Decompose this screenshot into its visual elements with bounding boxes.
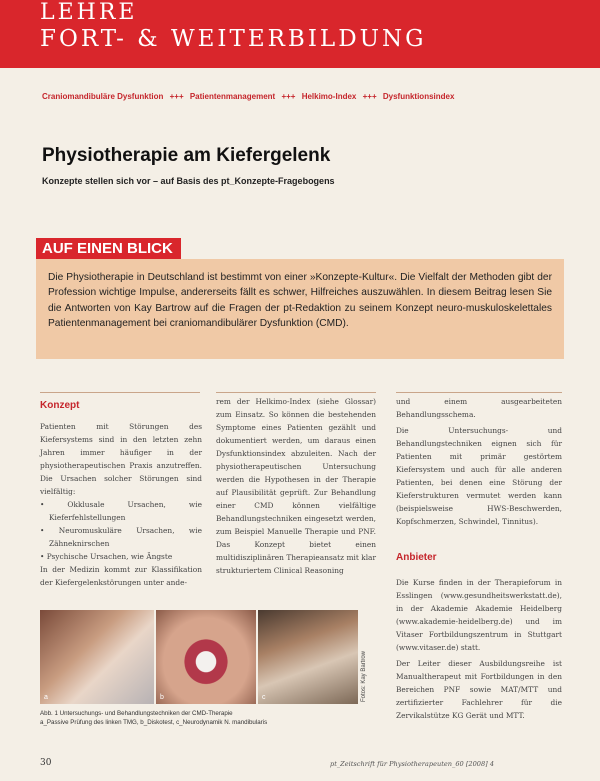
photo-letter: c [262,694,266,701]
photo-letter: a [44,694,48,701]
figure-caption [40,710,360,727]
photo-letter: b [160,694,164,701]
column-2 [216,395,376,577]
col3-text2: Die Untersuchungs- und Behandlungstechniken eignen sich für Patienten mit primär gestörtem Kiefersystem und auch für alle anderen Patienten, bei denen eine Störung der Kieferstrukturen vermutet werden kann (beispielsweise HWS-Beschwerden, Kopfschmerzen, Schwindel, Tinnitus). [396,426,562,526]
column-rule [40,392,200,393]
section-title-lehre: LEHRE [40,0,138,25]
article-title: Physiotherapie am Kiefergelenk [42,145,331,166]
column-1 [40,420,202,589]
figure-photos [40,610,358,704]
section-header-band [0,0,600,68]
list-item: • Okklusale Ursachen, wie Kieferfehlstellungen [40,500,202,522]
keyword-line [42,92,458,101]
keyword: Craniomandibuläre Dysfunktion [42,92,164,101]
col1-outro: In der Medizin kommt zur Klassifikation der Kiefergelenkstörungen unter ande- [40,565,202,587]
column-rule [396,392,562,393]
photo-credit: Fotos: Kay Bartrow [361,650,367,702]
list-item: • Psychische Ursachen, wie Ängste [40,552,173,561]
caption-line-2: a_Passive Prüfung des linken TMG, b_Diskotest, c_Neurodynamik N. mandibularis [40,718,268,726]
summary-box [36,259,564,359]
summary-label: AUF EINEN BLICK [36,238,181,260]
journal-footer: pt_Zeitschrift für Physiotherapeuten_60 [2008] 4 [330,760,495,768]
keyword: Helkimo-Index [301,92,357,101]
col2-text: rem der Helkimo-Index (siehe Glossar) zum Einsatz. So können die bestehenden Symptome eines Patienten gezählt und dokumentiert werden, um daraus einen Dysfunktionsindex abzuleiten. Nach der physiotherapeutischen Untersuchung werden die Hypothesen in der Therapie auf Plausibilität geprüft. Zur Behandlung einer CMD können vielfältige Behandlungstechniken eingesetzt werden, zum Beispiel Manuelle Therapie und PNF. Das Konzept bietet einen multidisziplinären Therapieansatz mit klar strukturiertem Clinical Reasoning [216,397,376,575]
article-subtitle: Konzepte stellen sich vor – auf Basis des pt_Konzepte-Fragebogens [42,176,335,186]
col3-text1: und einem ausgearbeiteten Behandlungsschema. [396,397,562,419]
heading-konzept: Konzept [40,400,80,411]
summary-text: Die Physiotherapie in Deutschland ist bestimmt von einer »Konzepte-Kultur«. Die Vielfalt der Methoden gibt der Profession wichtige Impulse, andererseits fällt es schwer, Hilfreiches auszuwählen. In diesem Beitrag lesen Sie die Antworten von Kay Bartrow auf die Fragen der pt-Redaktion zu seinem Konzept neuro-muskuloskelettales Patientenmanagement bei craniomandibulärer Dysfunktion (CMD). [48,272,552,330]
section-title-weiterbildung: FORT- & WEITERBILDUNG [40,26,427,52]
keyword-separator: +++ [362,92,377,101]
photo-a [40,610,154,704]
col3-text3: Die Kurse finden in der Therapieforum in Esslingen (www.gesundheitswerkstatt.de), in der Akademie Akademie Heidelberg (www.akademie-heidelberg.de) und im Vitaser Fortbildungszentrum in Stuttgart (www.vitaser.de) statt. [396,578,562,652]
keyword-separator: +++ [169,92,184,101]
heading-anbieter: Anbieter [396,552,437,563]
col1-intro: Patienten mit Störungen des Kiefersystems sind in den letzten zehn Jahren immer häufiger in der physiotherapeutischen Praxis anzutreffen. Die Ursachen solcher Störungen sind vielfältig: [40,422,202,496]
caption-line-1: Abb. 1 Untersuchungs- und Behandlungstechniken der CMD-Therapie [40,710,233,717]
photo-b [156,610,256,704]
column-3 [396,395,562,528]
cause-list [40,498,202,563]
list-item: • Neuromuskuläre Ursachen, wie Zähneknirschen [40,526,202,548]
column-3-lower [396,576,562,722]
photo-c [258,610,358,704]
keyword-separator: +++ [281,92,296,101]
keyword: Patientenmanagement [189,92,276,101]
column-rule [216,392,376,393]
col3-text4: Der Leiter dieser Ausbildungsreihe ist Manualtherapeut mit Fortbildungen in den Bereichen PNF sowie MAT/MTT und zertifizierter Fachlehrer für die Zervikalstütze KG Gerät und MTT. [396,659,562,720]
keyword: Dysfunktionsindex [382,92,455,101]
page-number: 30 [40,758,52,768]
